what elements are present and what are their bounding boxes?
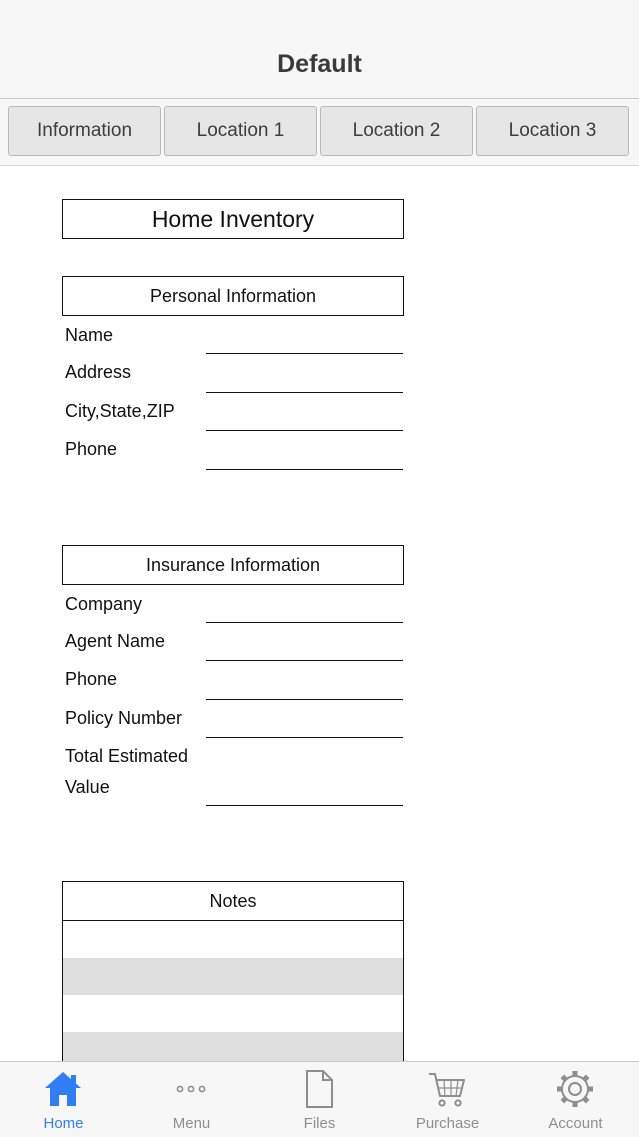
- cart-icon: [427, 1069, 467, 1109]
- segment-information[interactable]: Information: [8, 106, 161, 156]
- segment-location-2[interactable]: Location 2: [320, 106, 473, 156]
- tab-account-label: Account: [548, 1115, 603, 1132]
- page-title: Default: [277, 50, 362, 78]
- notes-row[interactable]: [63, 921, 403, 958]
- notes-row[interactable]: [63, 1032, 403, 1061]
- segment-location-3[interactable]: Location 3: [476, 106, 629, 156]
- gear-icon: [555, 1069, 595, 1109]
- policy-number-label: Policy Number: [65, 708, 183, 728]
- value-label: Value: [65, 777, 110, 797]
- notes-box[interactable]: [62, 881, 404, 1061]
- address-label: Address: [65, 362, 132, 382]
- segment-location-1[interactable]: Location 1: [164, 106, 317, 156]
- name-field[interactable]: [206, 353, 403, 354]
- navigation-bar: [0, 0, 639, 99]
- company-field[interactable]: [206, 622, 403, 623]
- personal-info-heading: Personal Information: [62, 276, 404, 316]
- total-estimated-value-field[interactable]: [206, 805, 403, 806]
- city-state-zip-field[interactable]: [206, 430, 403, 431]
- tab-menu[interactable]: [128, 1062, 255, 1137]
- company-label: Company: [65, 594, 143, 614]
- agent-name-label: Agent Name: [65, 631, 166, 651]
- name-label: Name: [65, 325, 114, 345]
- tab-purchase[interactable]: [384, 1062, 511, 1137]
- phone-label: Phone: [65, 439, 118, 459]
- tab-bar: [0, 1061, 639, 1137]
- address-field[interactable]: [206, 392, 403, 393]
- segmented-control: [0, 99, 639, 166]
- ellipsis-icon: [171, 1069, 211, 1109]
- tab-menu-label: Menu: [172, 1115, 211, 1132]
- tab-home[interactable]: [0, 1062, 127, 1137]
- tab-account[interactable]: [512, 1062, 639, 1137]
- document-title: Home Inventory: [62, 199, 404, 239]
- insurance-info-heading: Insurance Information: [62, 545, 404, 585]
- insurance-phone-field[interactable]: [206, 699, 403, 700]
- agent-name-field[interactable]: [206, 660, 403, 661]
- notes-heading: Notes: [63, 882, 403, 921]
- tab-files[interactable]: [256, 1062, 383, 1137]
- tab-home-label: Home: [43, 1115, 84, 1132]
- home-icon: [43, 1069, 83, 1109]
- notes-row[interactable]: [63, 958, 403, 995]
- insurance-phone-label: Phone: [65, 669, 118, 689]
- policy-number-field[interactable]: [206, 737, 403, 738]
- phone-field[interactable]: [206, 469, 403, 470]
- tab-files-label: Files: [303, 1115, 336, 1132]
- tab-purchase-label: Purchase: [415, 1115, 480, 1132]
- notes-row[interactable]: [63, 995, 403, 1032]
- total-estimated-label: Total Estimated: [65, 746, 189, 766]
- city-state-zip-label: City,State,ZIP: [65, 401, 175, 421]
- file-icon: [299, 1069, 339, 1109]
- form-document[interactable]: [0, 166, 639, 1061]
